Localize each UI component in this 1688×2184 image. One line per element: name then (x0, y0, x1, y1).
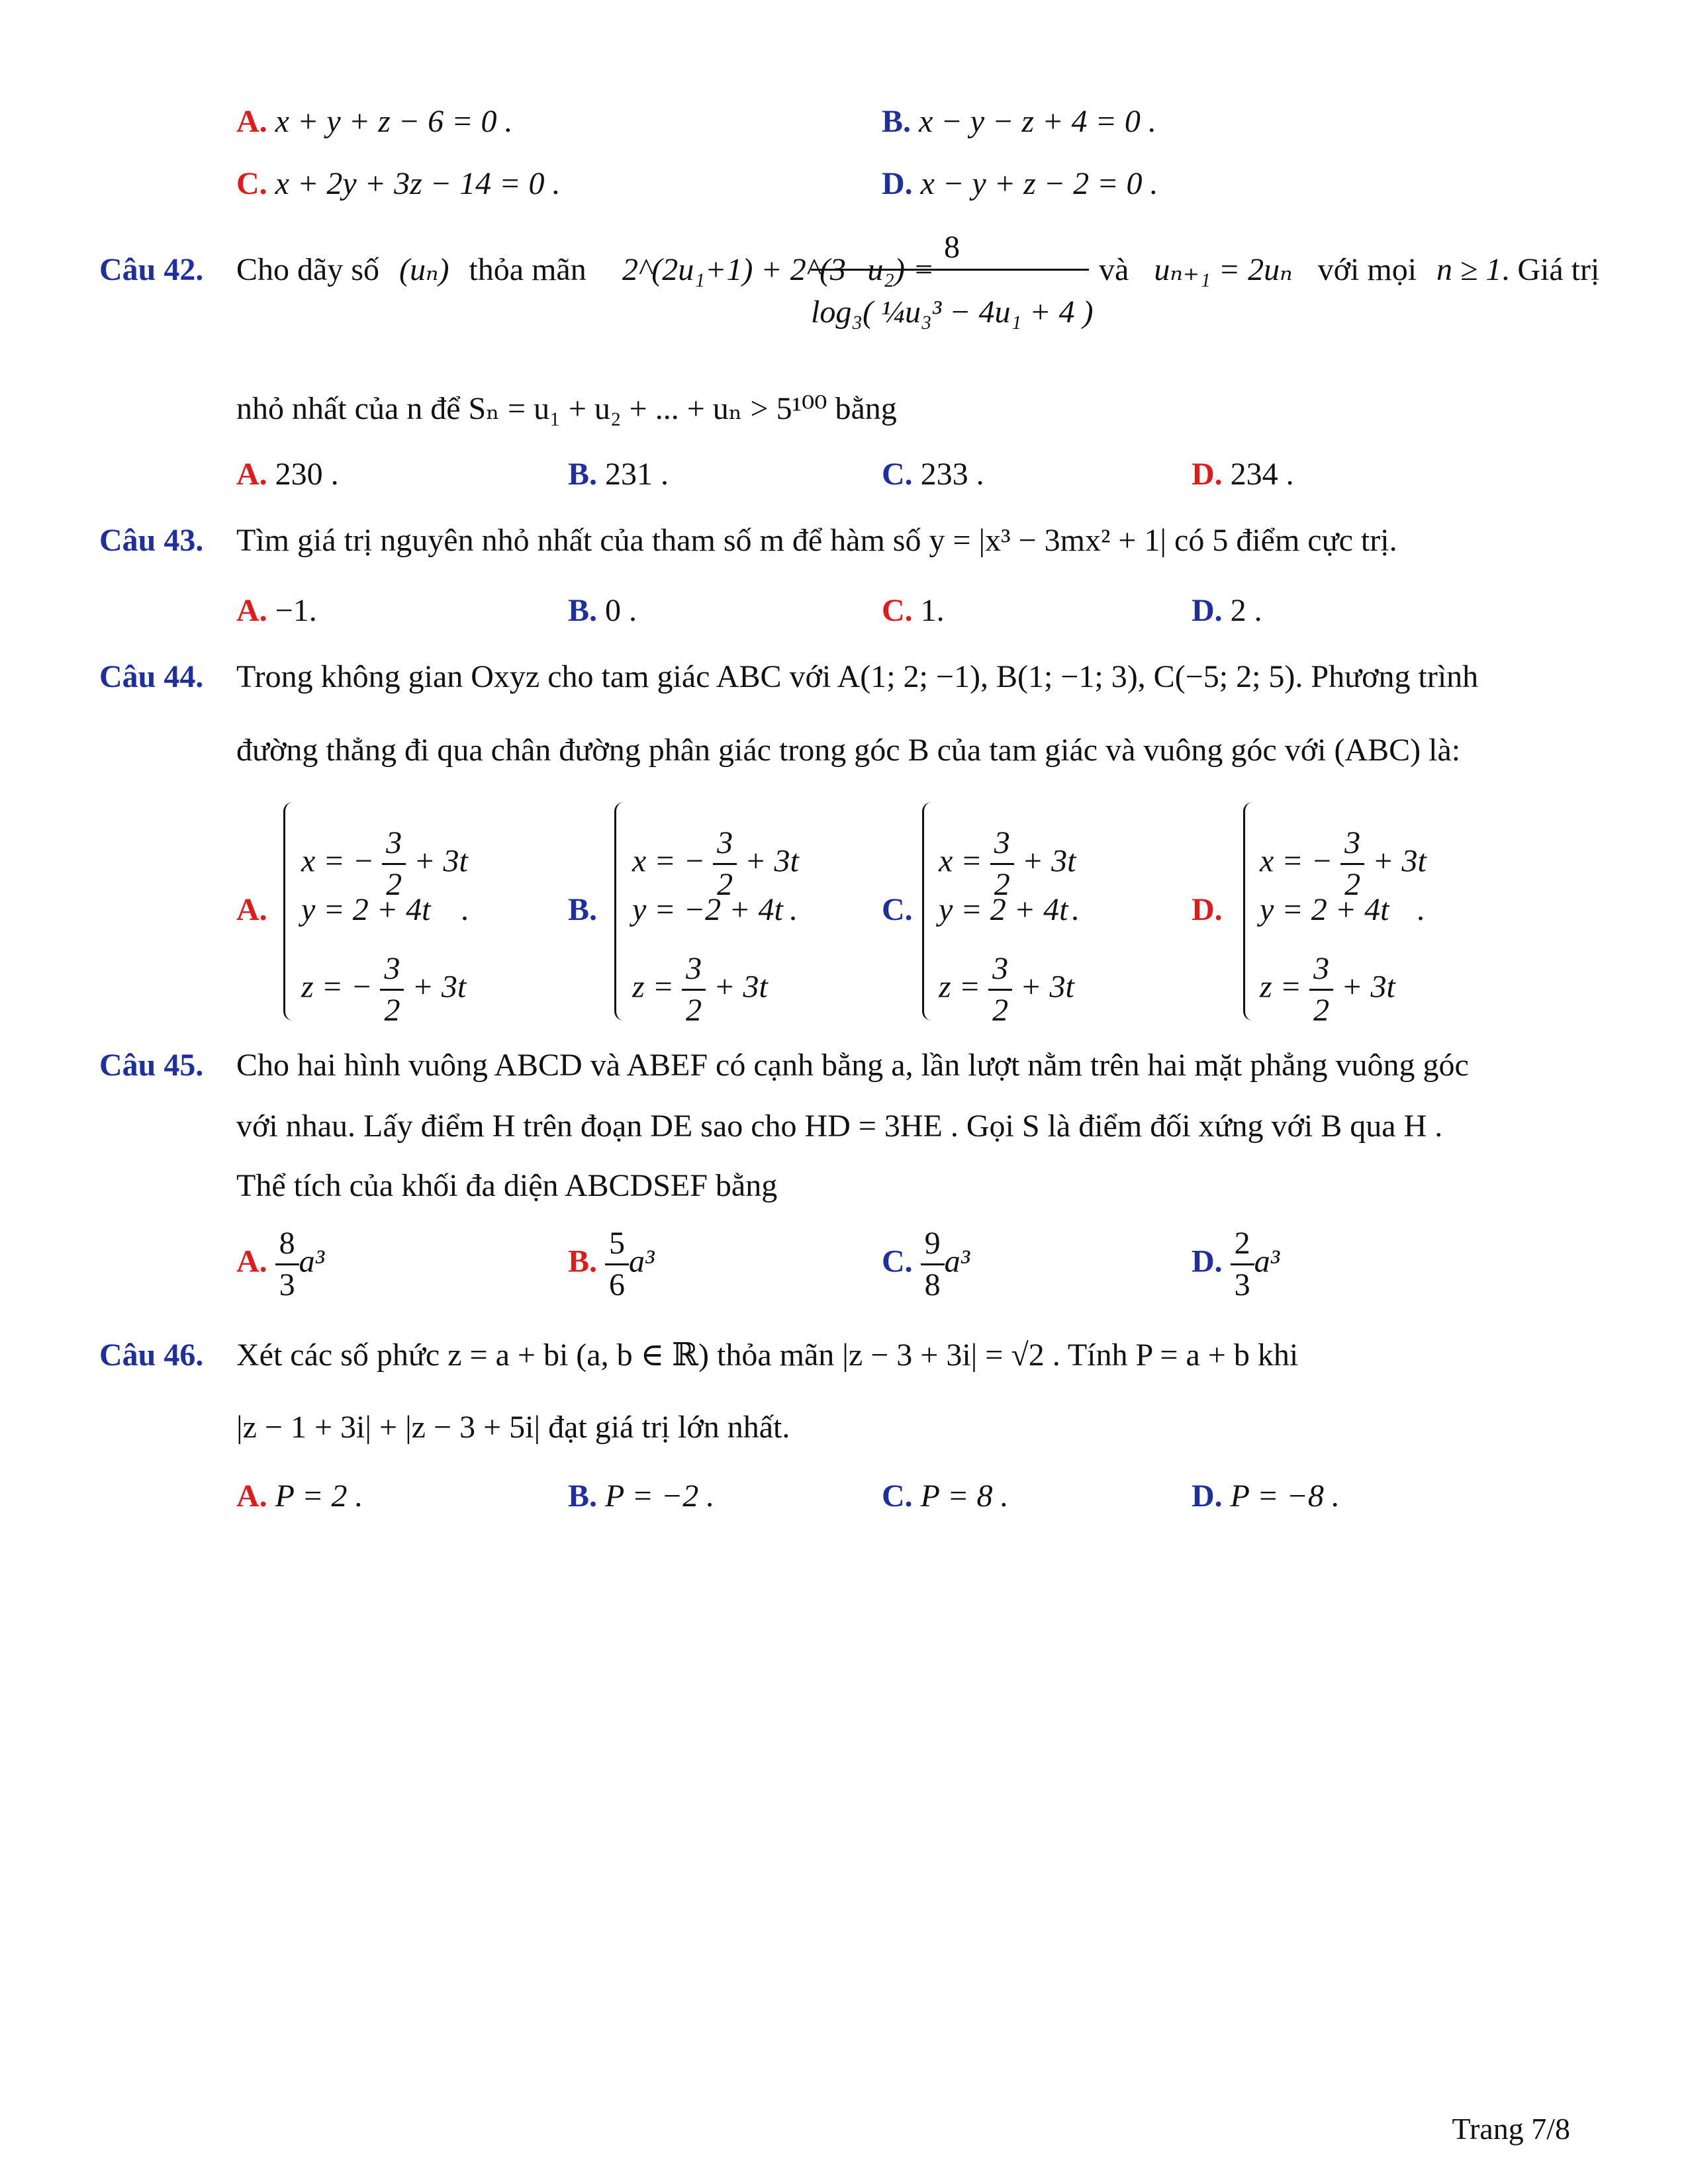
option-label: C. (236, 166, 267, 201)
q44-b-end: . (789, 892, 797, 927)
numerator: 3 (1313, 951, 1330, 986)
option-label: B. (882, 104, 912, 139)
q46-option-d (1192, 1480, 1340, 1512)
q44-d-yline: y = 2 + 4t (1260, 892, 1389, 927)
option-text: P = 2 . (275, 1479, 363, 1514)
q44-b-zline (632, 953, 768, 1026)
q41-option-a (236, 106, 513, 138)
denominator: 2 (990, 863, 1014, 901)
question-label-44: Câu 44. (99, 659, 204, 694)
option-text: 233 . (920, 457, 984, 492)
eq-text: x = − (1260, 843, 1333, 879)
eq-text: x = (939, 843, 982, 879)
option-text: x + y + z − 6 = 0 . (275, 104, 513, 139)
q44-c-zline (939, 953, 1074, 1026)
fraction (988, 953, 1012, 1026)
q44-option-d-label: D. (1192, 892, 1223, 927)
numerator: 3 (994, 825, 1010, 860)
option-text: P = −2 . (605, 1479, 715, 1514)
denominator: 3 (1231, 1263, 1254, 1301)
option-label: D. (882, 166, 913, 201)
fraction (921, 1228, 945, 1301)
eq-text: z = (1260, 969, 1302, 1005)
q45-line2: với nhau. Lấy điểm H trên đoạn DE sao cho HD = 3HE . Gọi S là điểm đối xứng với B qua H . (236, 1109, 1443, 1144)
option-label: C. (882, 1479, 913, 1514)
q46-option-c (882, 1480, 1009, 1512)
q44-b-yline: y = −2 + 4t (632, 892, 783, 927)
denominator: 2 (1340, 863, 1364, 901)
option-label: A. (236, 104, 267, 139)
eq-text: x = − (632, 843, 706, 879)
q44-option-c-brace (922, 802, 936, 1021)
eq-text: + 3t (1020, 969, 1074, 1005)
q44-c-yline: y = 2 + 4t (939, 892, 1068, 927)
denominator: 8 (921, 1263, 945, 1301)
numerator: 5 (609, 1226, 626, 1261)
numerator: 3 (992, 951, 1009, 986)
q44-d-zline (1260, 953, 1395, 1026)
q46-line1: Xét các số phức z = a + bi (a, b ∈ ℝ) thỏa mãn |z − 3 + 3i| = √2 . Tính P = a + b khi (236, 1338, 1299, 1373)
q44-option-c-label: C. (882, 892, 913, 927)
q42-option-d (1192, 459, 1294, 490)
option-label: A. (236, 1479, 267, 1514)
q46-option-b (568, 1480, 714, 1512)
q41-option-d (882, 168, 1158, 200)
question-label-43: Câu 43. (99, 523, 204, 558)
q44-option-a-label: A. (236, 892, 267, 927)
option-label: A. (236, 593, 267, 628)
denominator: 2 (713, 863, 737, 901)
q42-intro (236, 254, 586, 286)
denominator: 2 (1309, 989, 1333, 1026)
numerator: 3 (686, 951, 702, 986)
option-term: a³ (299, 1244, 325, 1279)
q44-c-end: . (1071, 892, 1079, 927)
q43-option-d (1192, 595, 1262, 627)
q41-option-b (882, 106, 1156, 138)
option-label: D. (1192, 1244, 1223, 1279)
option-label: B. (568, 1244, 598, 1279)
fraction (682, 953, 706, 1026)
fraction (713, 827, 737, 901)
option-text: −1. (275, 593, 317, 628)
q42-forall: với mọi (1317, 252, 1417, 287)
option-term: a³ (944, 1244, 970, 1279)
q44-a-yline: y = 2 + 4t (301, 892, 431, 927)
q46-option-a (236, 1480, 363, 1512)
q42-ncond: n ≥ 1 (1436, 252, 1502, 287)
option-label: A. (236, 1244, 267, 1279)
q44-d-end: . (1417, 892, 1425, 927)
q44-b-xline (632, 827, 799, 901)
q44-option-b-brace (614, 802, 628, 1021)
q42-cond: thỏa mãn (469, 252, 586, 287)
q42-fraction-denominator: log₃( ¼u₃³ − 4u₁ + 4 ) (811, 295, 1094, 330)
q42-fraction-numerator: 8 (944, 230, 960, 265)
q44-option-d-brace (1243, 802, 1257, 1021)
q44-line2: đường thẳng đi qua chân đường phân giác trong góc B của tam giác và vuông góc với (ABC) là: (236, 733, 1461, 768)
option-label: C. (882, 593, 913, 628)
q46-line2: |z − 1 + 3i| + |z − 3 + 5i| đạt giá trị lớn nhất. (236, 1410, 790, 1445)
option-label: B. (568, 593, 598, 628)
numerator: 3 (386, 825, 402, 860)
q42-tail: . Giá trị (1501, 252, 1600, 287)
numerator: 3 (1344, 825, 1361, 860)
q44-a-zline (301, 953, 466, 1026)
denominator: 2 (382, 863, 406, 901)
q44-c-xline (939, 827, 1076, 901)
option-label: C. (882, 457, 913, 492)
q44-a-xline (301, 827, 468, 901)
option-text: 0 . (605, 593, 637, 628)
option-text: x − y − z + 4 = 0 . (919, 104, 1156, 139)
question-label-46: Câu 46. (99, 1338, 204, 1373)
fraction (990, 827, 1014, 901)
option-label: B. (568, 1479, 598, 1514)
denominator: 2 (380, 989, 404, 1026)
page-number: Trang 7/8 (1452, 2112, 1570, 2146)
eq-text: + 3t (745, 843, 799, 879)
q42-option-b (568, 459, 669, 490)
option-label: D. (1192, 1479, 1223, 1514)
question-label-42: Câu 42. (99, 252, 204, 287)
q42-rec (1099, 254, 1599, 286)
q44-line1: Trong không gian Oxyz cho tam giác ABC với A(1; 2; −1), B(1; −1; 3), C(−5; 2; 5). Phương trình (236, 659, 1479, 694)
numerator: 3 (717, 825, 733, 860)
option-text: 1. (920, 593, 945, 628)
option-label: B. (568, 457, 598, 492)
numerator: 9 (924, 1226, 941, 1261)
q43-option-c (882, 595, 945, 627)
q41-option-c (236, 168, 561, 200)
option-text: 230 . (275, 457, 339, 492)
q45-line3: Thể tích của khối đa diện ABCDSEF bằng (236, 1168, 778, 1203)
eq-text: z = (939, 969, 981, 1005)
q42-option-c (882, 459, 984, 490)
q42-intro-text: Cho dãy số (236, 252, 379, 287)
q42-fraction-bar (811, 269, 1089, 271)
option-term: a³ (629, 1244, 655, 1279)
fraction (1340, 827, 1364, 901)
denominator: 2 (988, 989, 1012, 1026)
option-text: 234 . (1230, 457, 1294, 492)
q42-seq: (uₙ) (399, 252, 449, 287)
fraction (382, 827, 406, 901)
q42-lhs: 2^(2u₁+1) + 2^(3−u₂) = (622, 252, 935, 287)
question-label-45: Câu 45. (99, 1048, 204, 1083)
q42-line2: nhỏ nhất của n để Sₙ = u₁ + u₂ + ... + uₙ > 5¹⁰⁰ bằng (236, 391, 897, 426)
fraction (380, 953, 404, 1026)
denominator: 6 (605, 1263, 629, 1301)
eq-text: + 3t (412, 969, 467, 1005)
q42-rec-expr: uₙ₊₁ = 2uₙ (1154, 252, 1293, 287)
q45-line1: Cho hai hình vuông ABCD và ABEF có cạnh bằng a, lần lượt nằm trên hai mặt phẳng vuông góc (236, 1048, 1469, 1083)
q42-and: và (1099, 252, 1129, 287)
option-text: P = 8 . (920, 1479, 1009, 1514)
option-label: D. (1192, 593, 1223, 628)
q44-a-end: . (461, 892, 469, 927)
numerator: 2 (1234, 1226, 1250, 1261)
eq-text: + 3t (414, 843, 468, 879)
option-term: a³ (1254, 1244, 1280, 1279)
q45-option-c (882, 1228, 970, 1301)
eq-text: + 3t (714, 969, 768, 1005)
option-text: x − y + z − 2 = 0 . (920, 166, 1158, 201)
eq-text: + 3t (1372, 843, 1427, 879)
q44-option-a-brace (283, 802, 297, 1021)
option-text: 2 . (1230, 593, 1262, 628)
eq-text: z = − (301, 969, 373, 1005)
option-label: D. (1192, 457, 1223, 492)
denominator: 2 (682, 989, 706, 1026)
q45-option-b (568, 1228, 654, 1301)
fraction (605, 1228, 629, 1301)
option-text: P = −8 . (1230, 1479, 1340, 1514)
q44-option-b-label: B. (568, 892, 598, 927)
numerator: 3 (384, 951, 400, 986)
denominator: 3 (275, 1263, 299, 1301)
fraction (275, 1228, 299, 1301)
option-text: 231 . (605, 457, 669, 492)
option-text: x + 2y + 3z − 14 = 0 . (275, 166, 561, 201)
q45-option-a (236, 1228, 324, 1301)
fraction (1309, 953, 1333, 1026)
q43-option-b (568, 595, 637, 627)
q43-text: Tìm giá trị nguyên nhỏ nhất của tham số m để hàm số y = |x³ − 3mx² + 1| có 5 điểm cực trị. (236, 523, 1397, 558)
q43-option-a (236, 595, 317, 627)
eq-text: z = (632, 969, 675, 1005)
option-label: A. (236, 457, 267, 492)
option-label: C. (882, 1244, 913, 1279)
eq-text: + 3t (1021, 843, 1076, 879)
q42-option-a (236, 459, 339, 490)
numerator: 8 (279, 1226, 295, 1261)
fraction (1231, 1228, 1254, 1301)
q45-option-d (1192, 1228, 1280, 1301)
eq-text: x = − (301, 843, 375, 879)
eq-text: + 3t (1341, 969, 1395, 1005)
q44-d-xline (1260, 827, 1427, 901)
